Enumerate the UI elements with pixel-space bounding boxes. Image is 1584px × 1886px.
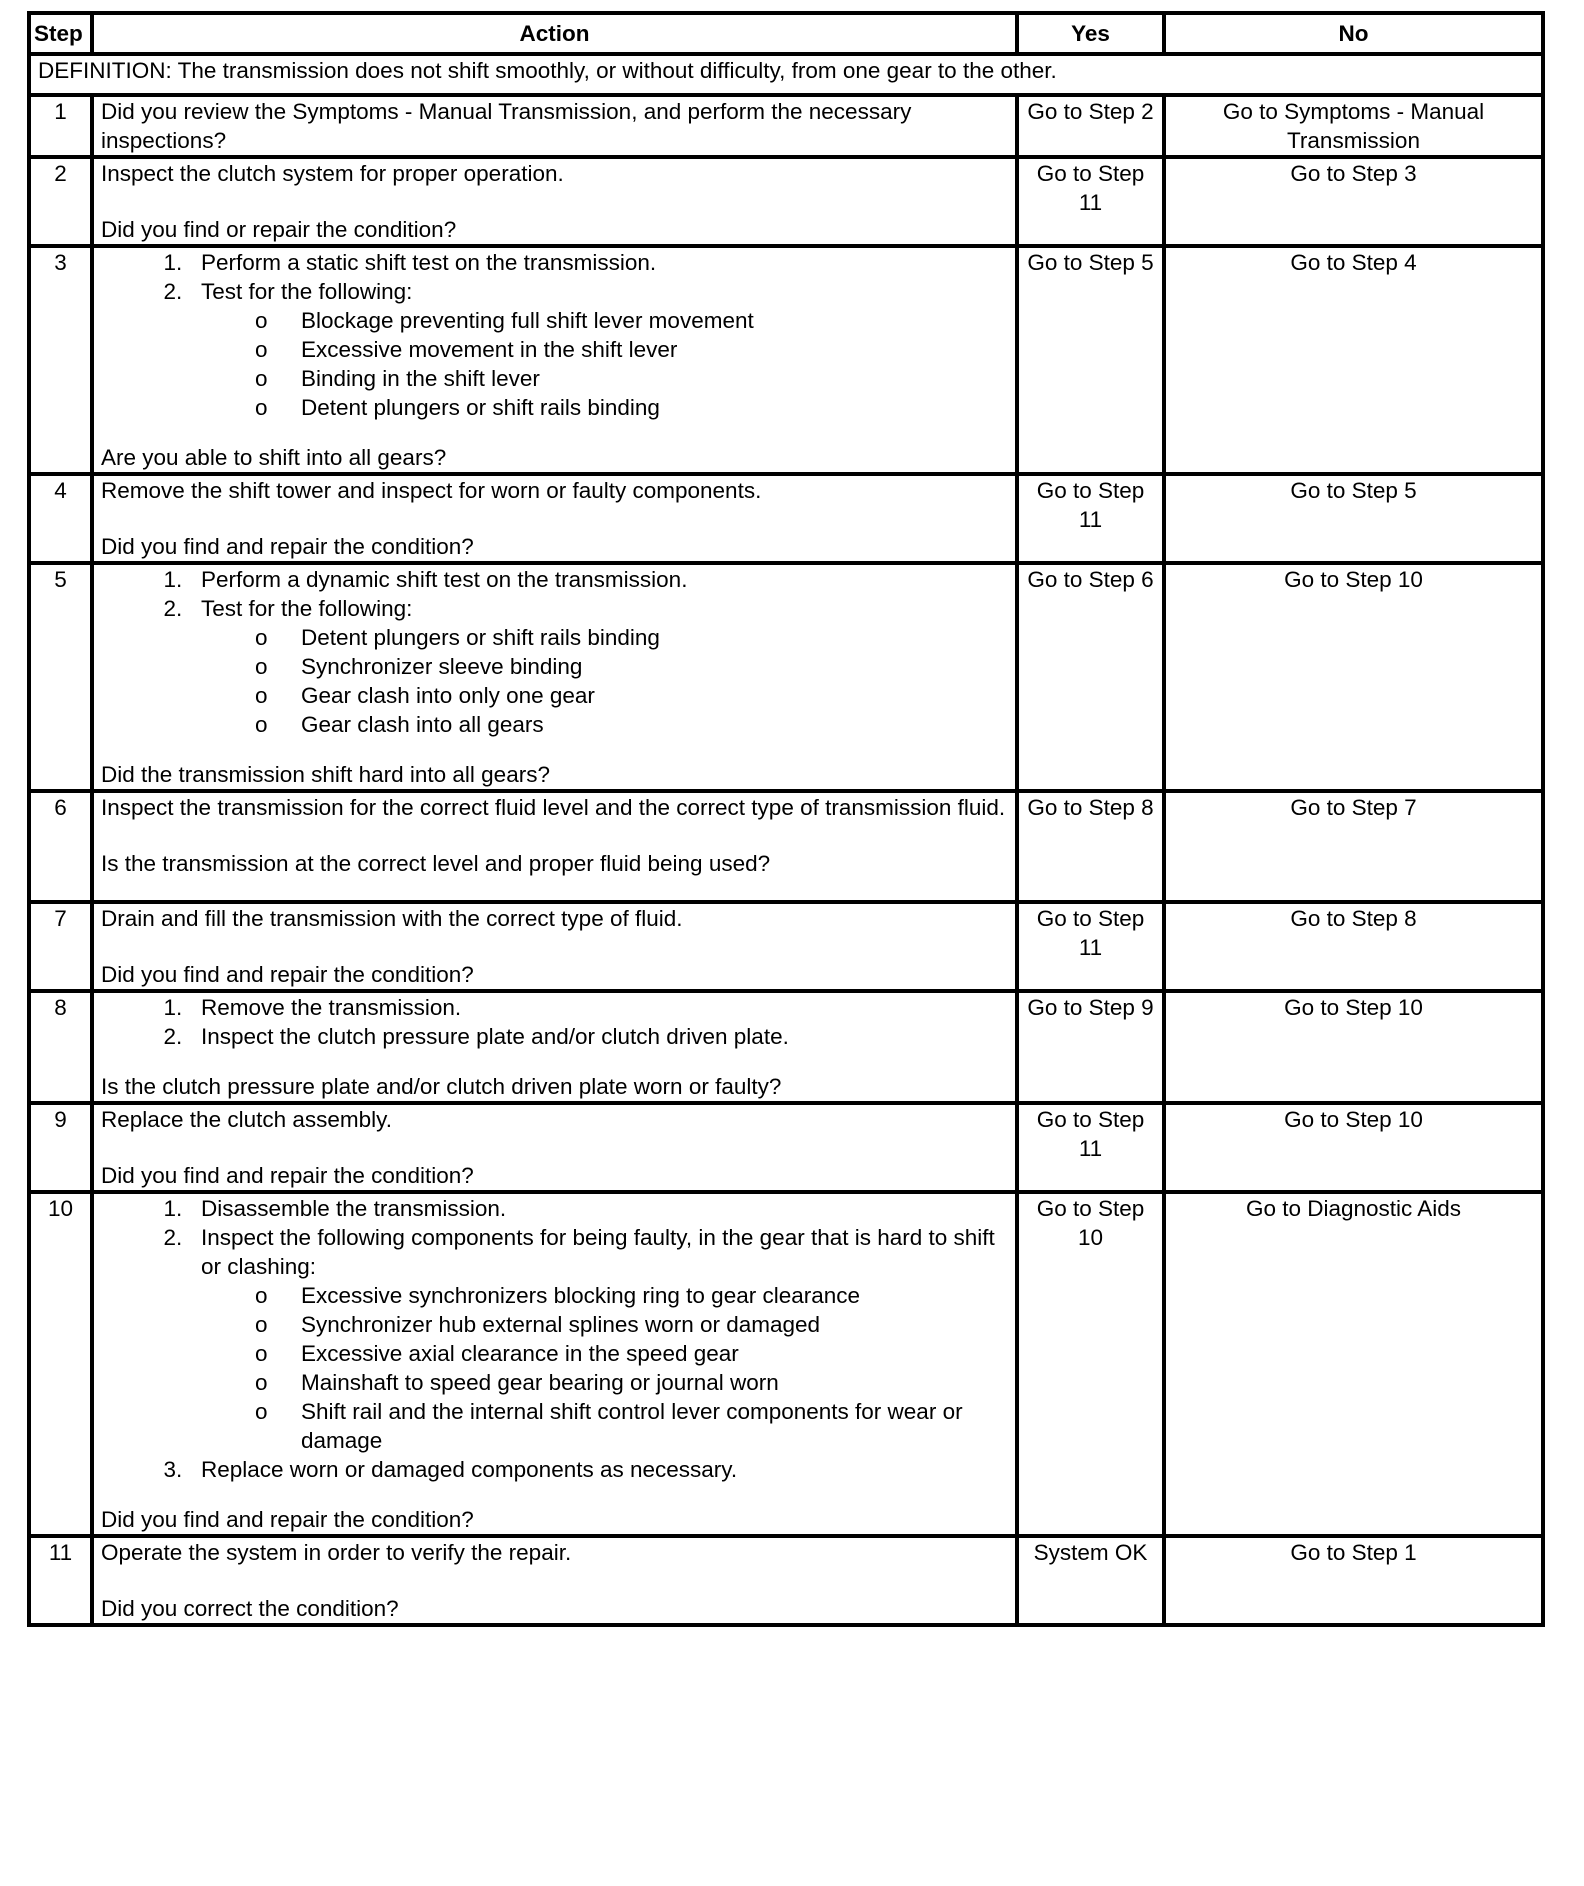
diagnostic-table bbox=[27, 11, 1545, 1627]
yes-cell bbox=[1017, 95, 1164, 157]
diagnostic-table-wrapper bbox=[27, 11, 1541, 1627]
action-cell bbox=[92, 246, 1017, 474]
no-cell bbox=[1164, 474, 1543, 563]
header-row bbox=[29, 13, 1543, 54]
list-item-text: Inspect the clutch pressure plate and/or clutch driven plate. bbox=[201, 1024, 789, 1049]
yes-result-text: System OK bbox=[1033, 1540, 1148, 1565]
no-result-text: Go to Step 10 bbox=[1284, 567, 1423, 592]
no-cell bbox=[1164, 1103, 1543, 1192]
sub-list-item: o Blockage preventing full shift lever movement bbox=[301, 306, 1008, 335]
step-number: 11 bbox=[29, 1536, 92, 1625]
table-row bbox=[29, 991, 1543, 1103]
action-cell bbox=[92, 95, 1017, 157]
yes-result-text: Go to Step 9 bbox=[1027, 995, 1154, 1020]
question-text: Did you find or repair the condition? bbox=[101, 217, 457, 242]
list-item bbox=[201, 565, 1008, 594]
sub-list-item: o Binding in the shift lever bbox=[301, 364, 1008, 393]
action-step-list bbox=[101, 1194, 1008, 1484]
step-number: 3 bbox=[29, 246, 92, 474]
yes-cell bbox=[1017, 791, 1164, 902]
list-item bbox=[201, 594, 1008, 739]
no-cell bbox=[1164, 563, 1543, 791]
yes-result-text: Go to Step 8 bbox=[1027, 795, 1154, 820]
sub-list-item: o Gear clash into all gears bbox=[301, 710, 1008, 739]
no-cell bbox=[1164, 791, 1543, 902]
action-cell bbox=[92, 791, 1017, 902]
yes-cell bbox=[1017, 1192, 1164, 1536]
action-text: Replace the clutch assembly. bbox=[101, 1107, 392, 1132]
yes-cell bbox=[1017, 474, 1164, 563]
action-cell bbox=[92, 563, 1017, 791]
no-result-text: Go to Step 10 bbox=[1284, 1107, 1423, 1132]
action-step-list bbox=[101, 993, 1008, 1051]
sub-list-item: o Excessive movement in the shift lever bbox=[301, 335, 1008, 364]
action-text: Remove the shift tower and inspect for worn or faulty components. bbox=[101, 478, 762, 503]
list-item-text: Test for the following: bbox=[201, 279, 413, 304]
table-body bbox=[29, 54, 1543, 1625]
yes-result-text: Go to Step 11 bbox=[1036, 906, 1145, 960]
table-row bbox=[29, 1192, 1543, 1536]
no-cell bbox=[1164, 95, 1543, 157]
no-result-text: Go to Step 4 bbox=[1290, 250, 1417, 275]
header-yes: Yes bbox=[1017, 13, 1164, 54]
question-text: Did you find and repair the condition? bbox=[101, 1163, 474, 1188]
no-result-text: Go to Diagnostic Aids bbox=[1245, 1196, 1462, 1221]
table-row bbox=[29, 902, 1543, 991]
no-cell bbox=[1164, 246, 1543, 474]
sub-list-item: o Excessive synchronizers blocking ring to gear clearance bbox=[301, 1281, 1008, 1310]
list-item-text: Replace worn or damaged components as necessary. bbox=[201, 1457, 738, 1482]
list-item bbox=[201, 248, 1008, 277]
table-row bbox=[29, 246, 1543, 474]
yes-result-text: Go to Step 11 bbox=[1036, 161, 1145, 215]
no-result-text: Go to Step 5 bbox=[1290, 478, 1417, 503]
question-text: Did you find and repair the condition? bbox=[101, 962, 474, 987]
yes-cell bbox=[1017, 1536, 1164, 1625]
list-item bbox=[201, 1223, 1008, 1455]
sub-list bbox=[201, 1281, 1008, 1455]
action-cell bbox=[92, 157, 1017, 246]
action-text: Drain and fill the transmission with the correct type of fluid. bbox=[101, 906, 683, 931]
yes-result-text: Go to Step 11 bbox=[1036, 478, 1145, 532]
table-row bbox=[29, 1103, 1543, 1192]
yes-result-text: Go to Step 11 bbox=[1036, 1107, 1145, 1161]
yes-result-text: Go to Step 5 bbox=[1027, 250, 1154, 275]
action-text: Inspect the transmission for the correct fluid level and the correct type of transmission fluid. bbox=[101, 795, 1006, 820]
question-text: Did you find and repair the condition? bbox=[101, 534, 474, 559]
no-result-text: Go to Symptoms - Manual Transmission bbox=[1222, 99, 1485, 153]
header-no: No bbox=[1164, 13, 1543, 54]
no-result-text: Go to Step 8 bbox=[1290, 906, 1417, 931]
sub-list-item: o Detent plungers or shift rails binding bbox=[301, 623, 1008, 652]
no-result-text: Go to Step 7 bbox=[1290, 795, 1417, 820]
yes-cell bbox=[1017, 991, 1164, 1103]
question-text: Is the transmission at the correct level and proper fluid being used? bbox=[101, 851, 771, 876]
definition-text: DEFINITION: The transmission does not shift smoothly, or without difficulty, from one gear to the other. bbox=[29, 54, 1543, 95]
no-cell bbox=[1164, 902, 1543, 991]
action-cell bbox=[92, 1536, 1017, 1625]
table-row bbox=[29, 474, 1543, 563]
question-text: Did you correct the condition? bbox=[101, 1596, 399, 1621]
action-step-list bbox=[101, 565, 1008, 739]
no-cell bbox=[1164, 991, 1543, 1103]
question-text: Is the clutch pressure plate and/or clutch driven plate worn or faulty? bbox=[101, 1074, 782, 1099]
no-result-text: Go to Step 1 bbox=[1290, 1540, 1417, 1565]
sub-list-item: o Synchronizer sleeve binding bbox=[301, 652, 1008, 681]
list-item-text: Disassemble the transmission. bbox=[201, 1196, 507, 1221]
no-result-text: Go to Step 10 bbox=[1284, 995, 1423, 1020]
list-item bbox=[201, 277, 1008, 422]
sub-list-item: o Mainshaft to speed gear bearing or journal worn bbox=[301, 1368, 1008, 1397]
action-cell bbox=[92, 474, 1017, 563]
list-item bbox=[201, 993, 1008, 1022]
sub-list-item: o Shift rail and the internal shift control lever components for wear or damage bbox=[301, 1397, 1008, 1455]
sub-list-item: o Detent plungers or shift rails binding bbox=[301, 393, 1008, 422]
sub-list-item: o Gear clash into only one gear bbox=[301, 681, 1008, 710]
yes-cell bbox=[1017, 902, 1164, 991]
definition-row bbox=[29, 54, 1543, 95]
step-number: 1 bbox=[29, 95, 92, 157]
step-number: 4 bbox=[29, 474, 92, 563]
step-number: 6 bbox=[29, 791, 92, 902]
sub-list bbox=[201, 306, 1008, 422]
list-item-text: Test for the following: bbox=[201, 596, 413, 621]
yes-cell bbox=[1017, 157, 1164, 246]
list-item bbox=[201, 1022, 1008, 1051]
question-text: Did the transmission shift hard into all gears? bbox=[101, 762, 550, 787]
no-result-text: Go to Step 3 bbox=[1290, 161, 1417, 186]
action-text: Inspect the clutch system for proper operation. bbox=[101, 161, 564, 186]
action-cell bbox=[92, 1192, 1017, 1536]
step-number: 2 bbox=[29, 157, 92, 246]
list-item bbox=[201, 1455, 1008, 1484]
action-text: Did you review the Symptoms - Manual Transmission, and perform the necessary inspections? bbox=[101, 99, 912, 153]
header-step: Step bbox=[29, 13, 92, 54]
list-item bbox=[201, 1194, 1008, 1223]
table-row bbox=[29, 791, 1543, 902]
yes-cell bbox=[1017, 1103, 1164, 1192]
list-item-text: Perform a dynamic shift test on the transmission. bbox=[201, 567, 688, 592]
no-cell bbox=[1164, 157, 1543, 246]
no-cell bbox=[1164, 1536, 1543, 1625]
table-row bbox=[29, 157, 1543, 246]
yes-result-text: Go to Step 2 bbox=[1027, 99, 1154, 124]
action-cell bbox=[92, 1103, 1017, 1192]
table-row bbox=[29, 1536, 1543, 1625]
list-item-text: Inspect the following components for being faulty, in the gear that is hard to shift or clashing: bbox=[201, 1225, 995, 1279]
step-number: 5 bbox=[29, 563, 92, 791]
table-row bbox=[29, 95, 1543, 157]
yes-cell bbox=[1017, 246, 1164, 474]
sub-list bbox=[201, 623, 1008, 739]
no-cell bbox=[1164, 1192, 1543, 1536]
question-text: Are you able to shift into all gears? bbox=[101, 445, 447, 470]
action-text: Operate the system in order to verify the repair. bbox=[101, 1540, 572, 1565]
list-item-text: Remove the transmission. bbox=[201, 995, 462, 1020]
action-cell bbox=[92, 991, 1017, 1103]
step-number: 7 bbox=[29, 902, 92, 991]
header-action: Action bbox=[92, 13, 1017, 54]
yes-cell bbox=[1017, 563, 1164, 791]
step-number: 8 bbox=[29, 991, 92, 1103]
table-row bbox=[29, 563, 1543, 791]
yes-result-text: Go to Step 6 bbox=[1027, 567, 1154, 592]
action-step-list bbox=[101, 248, 1008, 422]
yes-result-text: Go to Step 10 bbox=[1036, 1196, 1145, 1250]
question-text: Did you find and repair the condition? bbox=[101, 1507, 474, 1532]
list-item-text: Perform a static shift test on the transmission. bbox=[201, 250, 657, 275]
sub-list-item: o Excessive axial clearance in the speed gear bbox=[301, 1339, 1008, 1368]
action-cell bbox=[92, 902, 1017, 991]
step-number: 10 bbox=[29, 1192, 92, 1536]
step-number: 9 bbox=[29, 1103, 92, 1192]
sub-list-item: o Synchronizer hub external splines worn or damaged bbox=[301, 1310, 1008, 1339]
